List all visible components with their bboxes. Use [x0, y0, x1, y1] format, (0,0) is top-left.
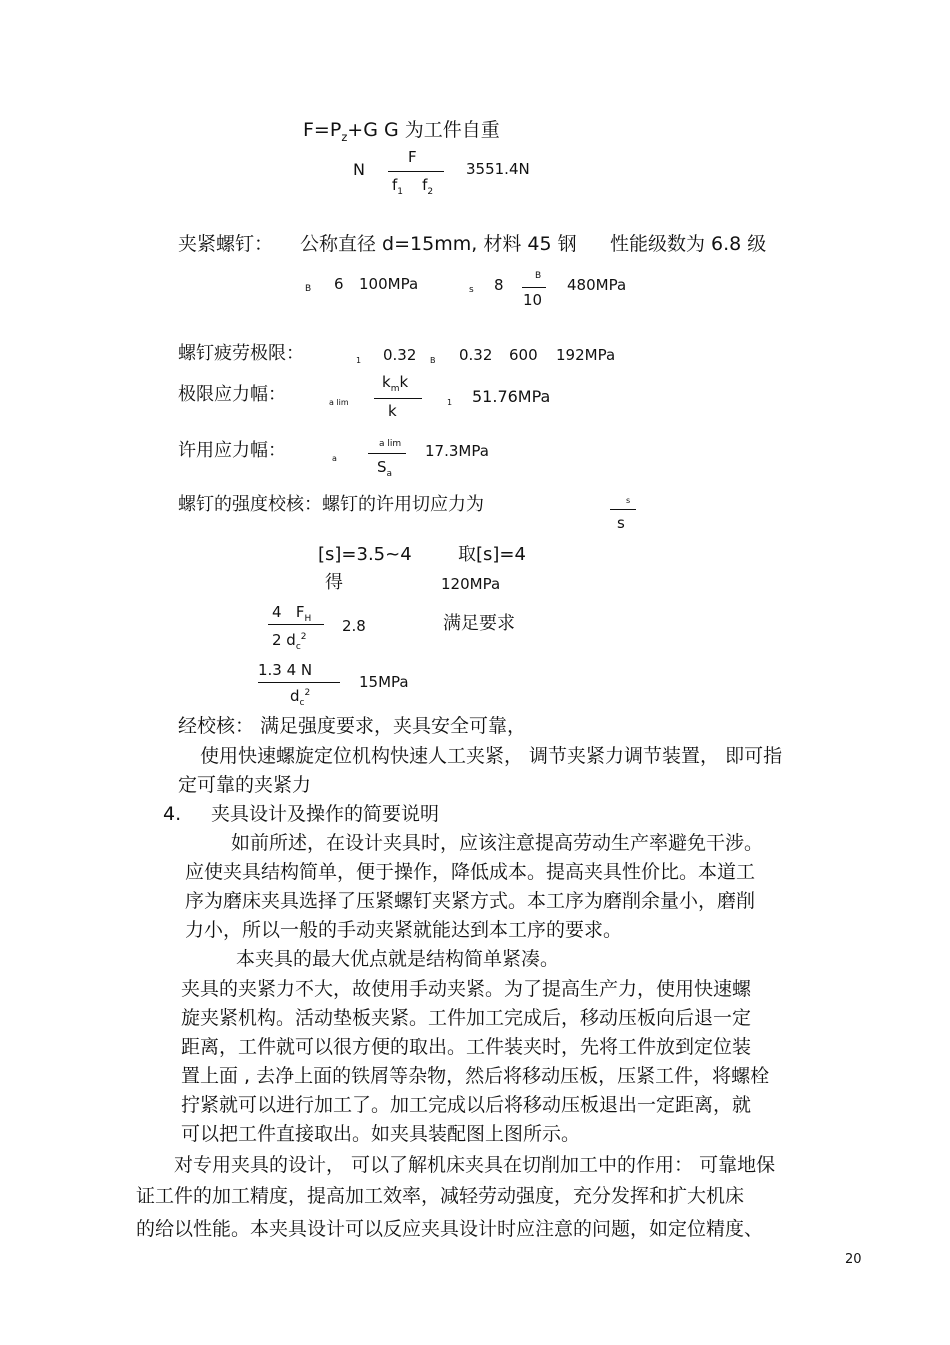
paragraph-3-line-1: 夹具的夹紧力不大，故使用手动夹紧。为了提高生产力，使用快速螺: [181, 978, 752, 1000]
paragraph-4-line-2: 证工件的加工精度，提高加工效率，减轻劳动强度，充分发挥和扩大机床: [136, 1185, 745, 1207]
strength-check-label: 螺钉的强度校核：螺钉的许用切应力为: [178, 494, 484, 515]
formula-n-value: 3551.4N: [466, 160, 530, 178]
fatigue-label: 螺钉疲劳极限：: [178, 343, 304, 364]
sigma-denominator: $d_c^2$: [290, 687, 311, 708]
strength-denominator: s: [617, 514, 625, 532]
paragraph-1-line-4: 力小，所以一般的手动夹紧就能达到本工序的要求。: [185, 919, 623, 941]
limit-amplitude-label: 极限应力幅：: [178, 384, 286, 405]
formula-n-denominator: $f_1$ $f_2$: [392, 176, 434, 197]
section-4-number: 4.: [163, 803, 182, 825]
tau-denominator: 2 $d_c^2$: [272, 631, 307, 652]
allowable-numerator: a lim: [379, 439, 402, 449]
limit-value: 51.76MPa: [472, 387, 551, 406]
limit-sub-1: 1: [447, 398, 453, 407]
fatigue-coef-a: 0.32: [383, 346, 417, 364]
paragraph-3-line-3: 距离，工件就可以很方便的取出。工件装夹时，先将工件放到定位装: [181, 1036, 752, 1058]
paragraph-4-line-1: 对专用夹具的设计， 可以了解机床夹具在切削加工中的作用： 可靠地保: [174, 1154, 776, 1176]
paragraph-2-line-1: 本夹具的最大优点就是结构简单紧凑。: [236, 948, 560, 970]
formula-force-main: $F=P_z+G$ G 为工件自重: [303, 119, 500, 144]
sigma-s-denominator: 10: [523, 291, 543, 309]
strength-fraction-bar: [610, 509, 636, 510]
sigma-s-value: 480MPa: [567, 276, 627, 294]
formula-n-numerator: F: [408, 148, 417, 166]
safety-value: 120MPa: [441, 575, 501, 593]
paragraph-3-line-5: 拧紧就可以进行加工了。加工完成以后将移动压板退出一定距离，就: [181, 1094, 752, 1116]
allowable-sub-a: a: [332, 454, 337, 463]
sigma-b-sub: B: [305, 284, 312, 294]
fatigue-value: 192MPa: [556, 346, 616, 364]
limit-denominator: k: [388, 402, 397, 420]
tau-satisfied: 满足要求: [443, 613, 515, 634]
sigma-s-sub: s: [469, 285, 474, 295]
safety-factor-take: 取[s]=4: [458, 544, 526, 565]
sigma-numerator: 1.3 4 N: [258, 661, 313, 679]
sigma-s-fraction-bar: [522, 287, 546, 288]
paragraph-4-line-3: 的给以性能。本夹具设计可以反应夹具设计时应注意的问题，如定位精度、: [136, 1218, 764, 1240]
screw-spec: 公称直径 d=15mm, 材料 45 钢: [300, 233, 577, 255]
limit-alim-sub: a lim: [329, 398, 349, 407]
paragraph-1-line-2: 应使夹具结构简单，便于操作，降低成本。提高夹具性价比。本道工: [185, 861, 756, 883]
fatigue-sub-b: B: [430, 356, 436, 365]
paragraph-3-line-4: 置上面 , 去净上面的铁屑等杂物，然后将移动压板，压紧工件，将螺栓: [181, 1065, 770, 1087]
page-number: 20: [845, 1252, 862, 1267]
quick-clamp-line-2: 定可靠的夹紧力: [178, 774, 312, 796]
paragraph-3-line-2: 旋夹紧机构。活动垫板夹紧。工件加工完成后，移动压板向后退一定: [181, 1007, 752, 1029]
paragraph-3-line-6: 可以把工件直接取出。如夹具装配图上图所示。: [181, 1123, 581, 1145]
allowable-fraction-bar: [368, 453, 406, 454]
sigma-b-six: 6: [334, 275, 344, 293]
sigma-fraction-bar: [258, 682, 340, 683]
conclusion-text: 经校核： 满足强度要求，夹具安全可靠，: [178, 715, 527, 737]
sigma-b-value: 100MPa: [359, 275, 419, 293]
screw-label: 夹紧螺钉：: [178, 233, 274, 255]
sigma-value: 15MPa: [359, 673, 409, 691]
safety-get: 得: [325, 572, 343, 593]
formula-n-fraction-bar: [388, 171, 444, 172]
tau-value: 2.8: [342, 617, 366, 635]
allowable-amplitude-label: 许用应力幅：: [178, 440, 286, 461]
strength-numerator: s: [626, 496, 631, 505]
sigma-s-eight: 8: [494, 276, 504, 294]
fatigue-sub-1: 1: [356, 356, 362, 365]
fatigue-600: 600: [509, 346, 538, 364]
safety-factor-range: [s]=3.5~4: [318, 544, 412, 565]
quick-clamp-line-1: 使用快速螺旋定位机构快速人工夹紧， 调节夹紧力调节装置， 即可指: [200, 745, 783, 767]
limit-fraction-bar: [374, 398, 422, 399]
allowable-denominator: $S_a$: [377, 458, 393, 479]
formula-n-label: N: [353, 160, 365, 179]
paragraph-1-line-3: 序为磨床夹具选择了压紧螺钉夹紧方式。本工序为磨削余量小，磨削: [185, 890, 756, 912]
tau-numerator: 4 $F_H$: [272, 603, 312, 624]
screw-grade: 性能级数为 6.8 级: [610, 233, 767, 255]
tau-fraction-bar: [268, 624, 324, 625]
paragraph-1-line-1: 如前所述，在设计夹具时，应该注意提高劳动生产率避免干涉。: [231, 832, 764, 854]
fatigue-coef-b: 0.32: [459, 346, 493, 364]
section-4-title: 夹具设计及操作的简要说明: [211, 803, 440, 825]
limit-numerator: $k_mk$: [382, 373, 409, 394]
allowable-value: 17.3MPa: [425, 442, 489, 460]
sigma-s-numerator: B: [535, 271, 542, 281]
